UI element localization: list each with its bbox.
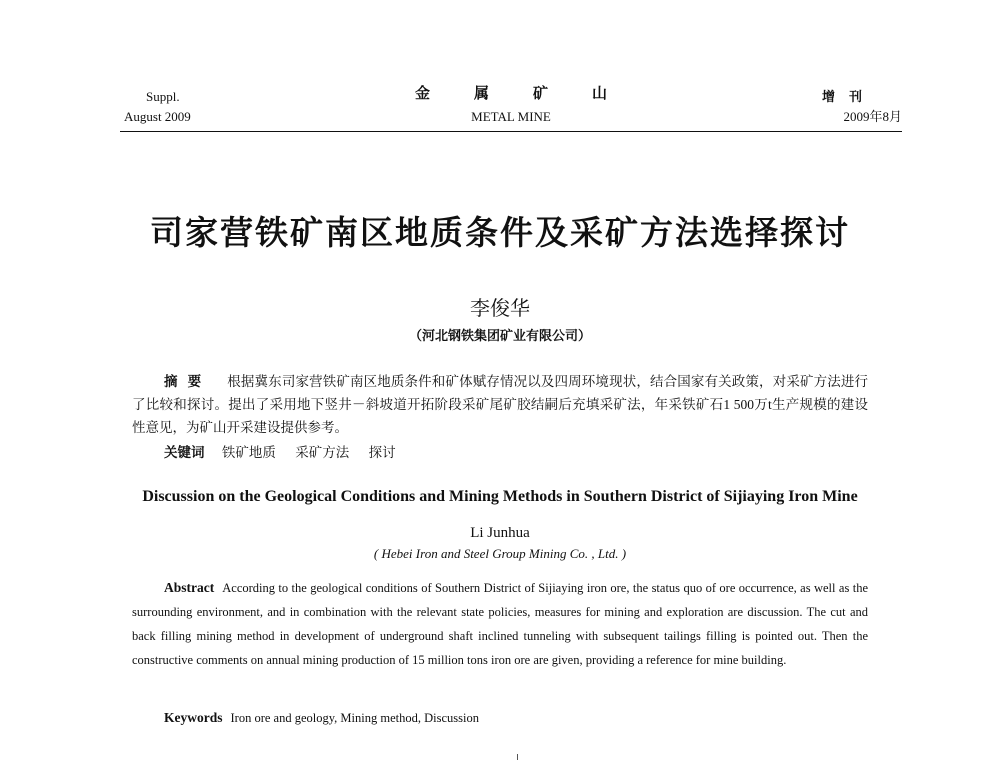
title-cn: 司家营铁矿南区地质条件及采矿方法选择探讨 [150,216,850,252]
header-journal-en: METAL MINE [471,109,551,124]
abstract-en-text: According to the geological conditions of Southern District of Sijiaying iron ore, the status quo of ore occurrence, as well as the surrounding environment, and in combination with the relevant state policies, measures for mining and exploration are discussion. The cut and back filling mining method in development of underground shaft inclined tunneling with subsequent tailings filling is pointed out. Then the constructive comments on annual mining production of 15 million tons iron ore are given, providing a reference for mine building. [132,581,868,667]
author-en: Li Junhua [470,525,530,541]
header-suppl-cn: 增刊 [821,89,876,104]
author-cn: 李俊华 [470,298,530,320]
title-en: Discussion on the Geological Conditions and Mining Methods in Southern District of Sijiaying Iron Mine [142,488,858,505]
keywords-en-label: Keywords [164,710,223,725]
keywords-en [164,707,479,729]
abstract-cn [132,370,868,439]
keyword-cn-item: 采矿方法 [295,445,350,460]
keyword-cn-item: 探讨 [368,445,396,460]
keyword-cn-item: 铁矿地质 [221,445,276,460]
abstract-en-label: Abstract [164,580,215,595]
keywords-en-text: Iron ore and geology, Mining method, Discussion [230,711,479,725]
header-date-en: August 2009 [124,109,191,124]
affiliation-cn: （河北钢铁集团矿业有限公司） [408,328,591,343]
keywords-cn-label: 关键词 [164,445,205,460]
header-date-cn: 2009年8月 [843,109,902,124]
header-suppl: Suppl. [146,89,180,104]
abstract-en [132,576,868,672]
running-header [120,86,902,134]
abstract-cn-label: 摘要 [164,374,212,389]
abstract-cn-text: 根据冀东司家营铁矿南区地质条件和矿体赋存情况以及四周环境现状，结合国家有关政策，对采矿方法进行了比较和探讨。提出了采用地下竖井－斜坡道开拓阶段采矿尾矿胶结嗣后充填采矿法，年采铁矿石1 500万t生产规模的建设性意见，为矿山开采建设提供参考。 [132,374,869,435]
header-rule [120,131,902,132]
header-journal-cn: 金属矿山 [414,86,651,102]
affiliation-en: ( Hebei Iron and Steel Group Mining Co. , Ltd. ) [373,546,627,561]
scan-mark [517,754,518,760]
keywords-cn [164,442,412,464]
